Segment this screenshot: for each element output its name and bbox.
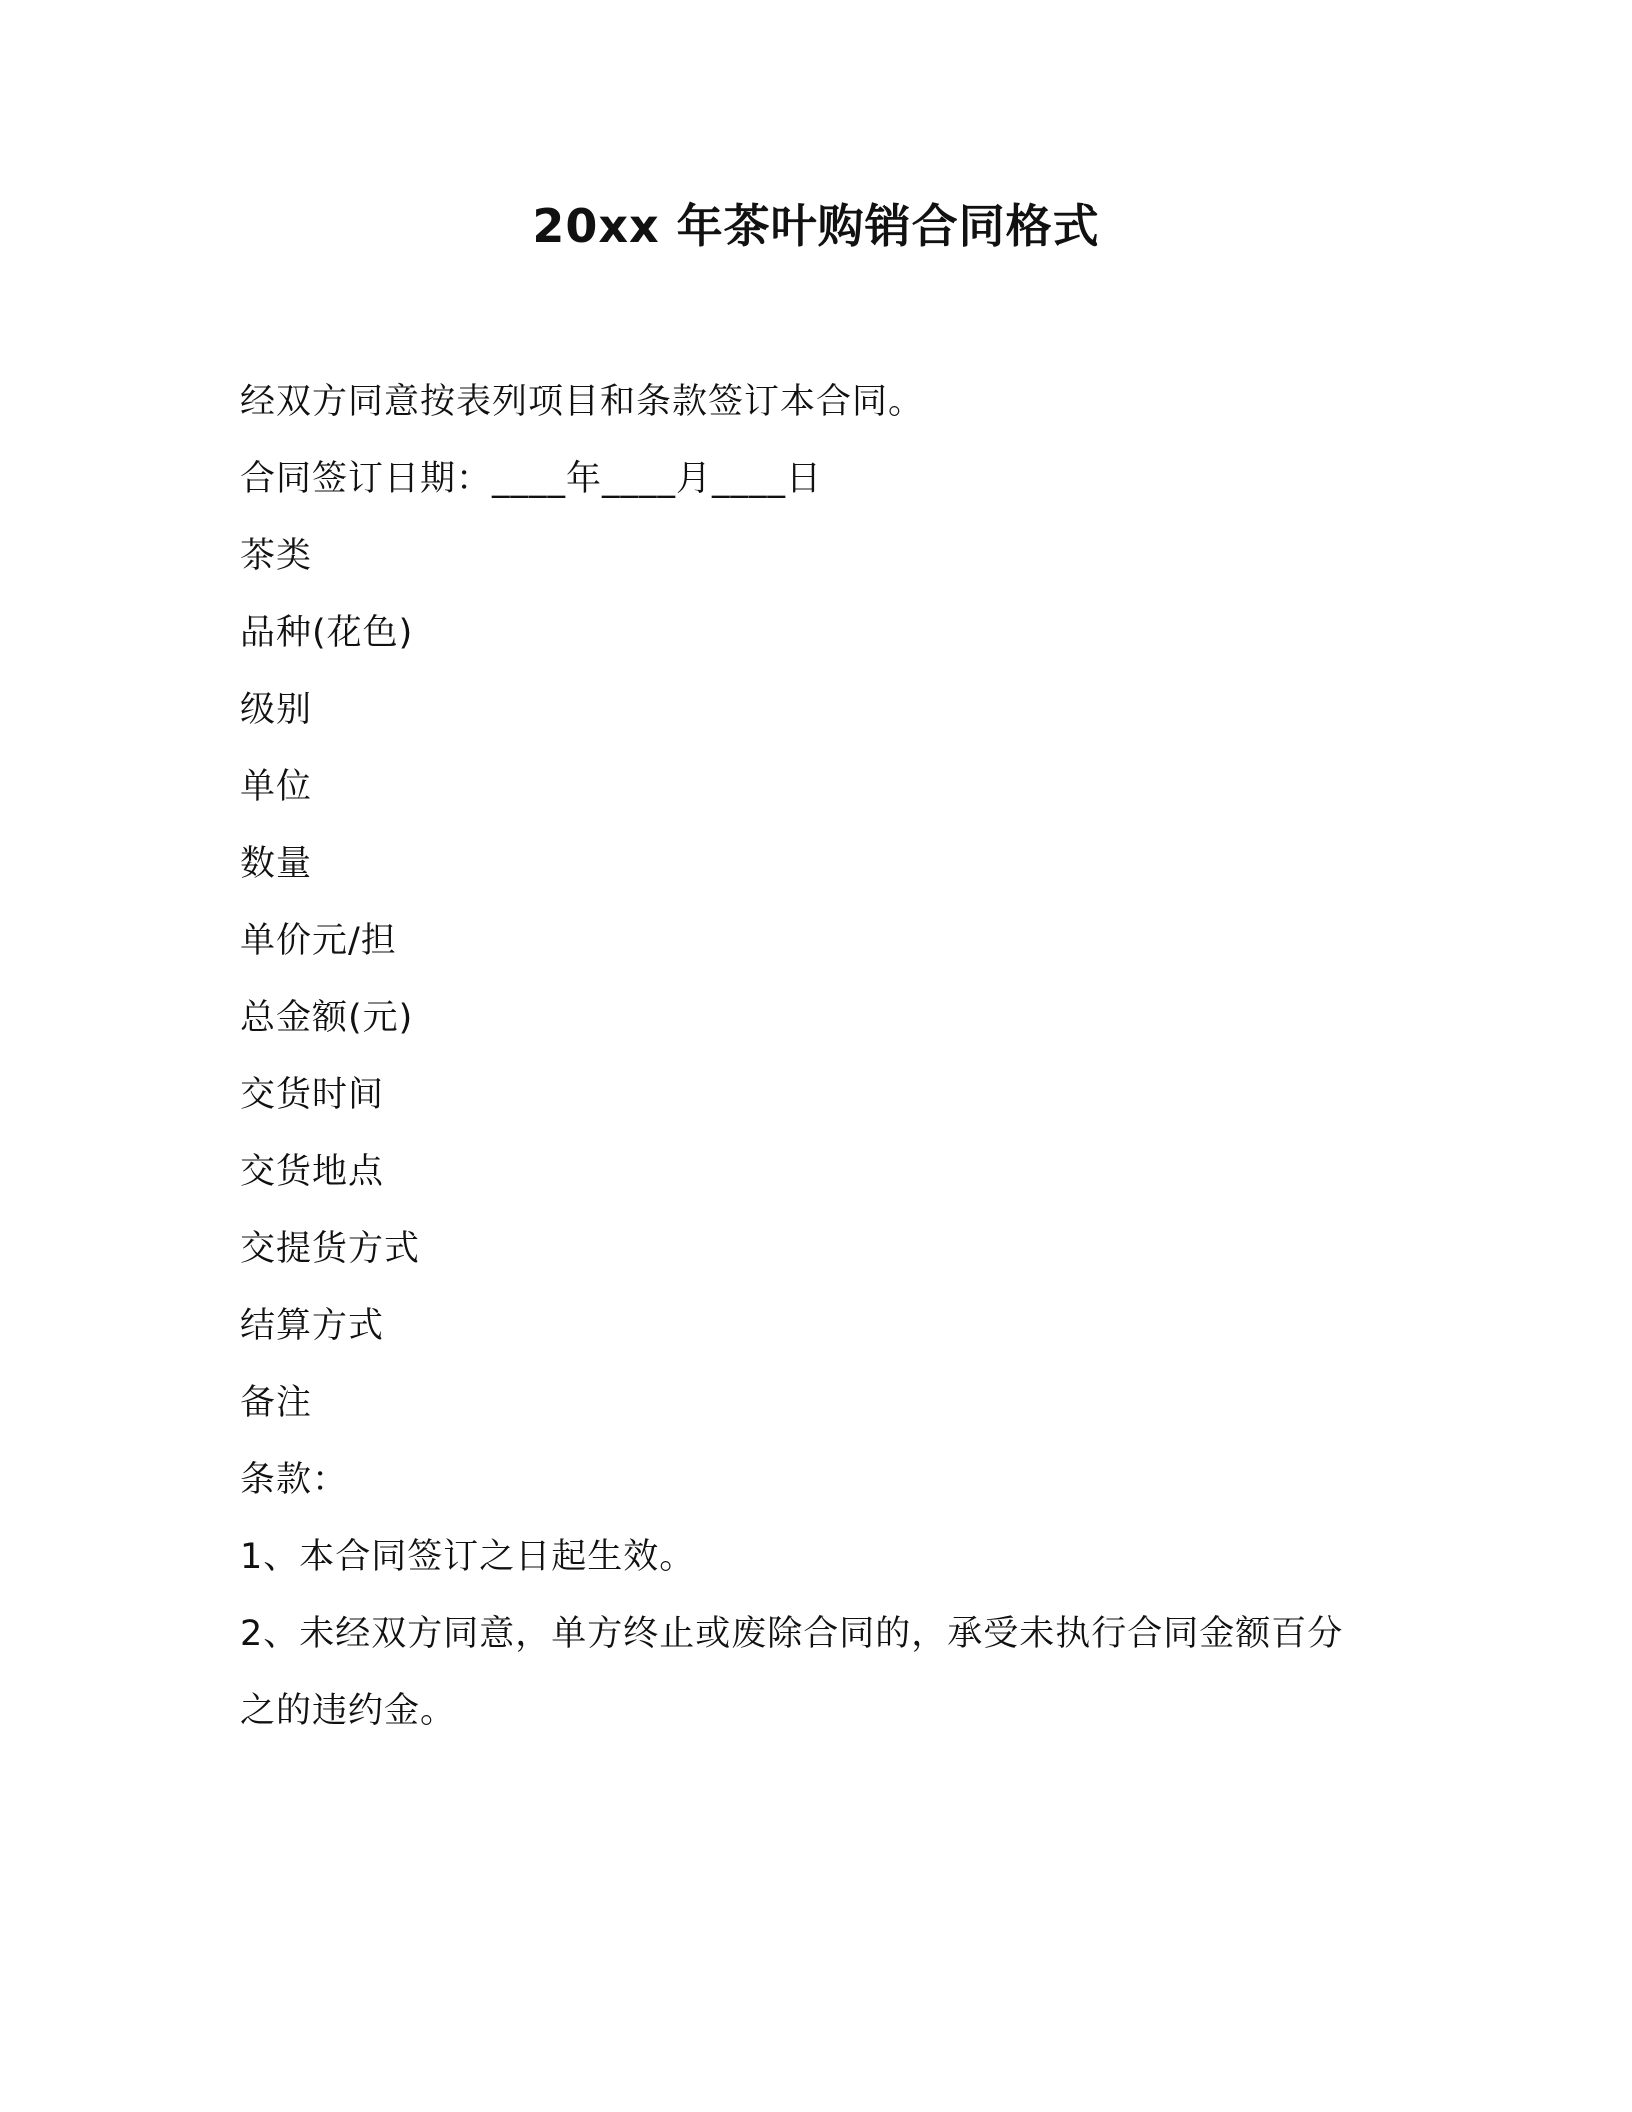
field-variety: 品种(花色)	[240, 613, 414, 653]
terms-heading: 条款：	[240, 1460, 349, 1500]
field-delivery-place: 交货地点	[240, 1152, 385, 1192]
field-unit: 单位	[240, 767, 313, 807]
sign-date-line: 合同签订日期：____年____月____日	[240, 459, 823, 499]
field-total-amount: 总金额(元)	[240, 998, 414, 1038]
term-2-line-1: 2、未经双方同意，单方终止或废除合同的，承受未执行合同金额百分	[240, 1614, 1344, 1654]
field-remarks: 备注	[240, 1383, 313, 1423]
field-delivery-method: 交提货方式	[240, 1229, 421, 1269]
document-body	[240, 364, 1390, 1750]
field-grade: 级别	[240, 690, 313, 730]
field-tea-type: 茶类	[240, 536, 313, 576]
intro-line: 经双方同意按表列项目和条款签订本合同。	[240, 382, 925, 422]
field-settlement-method: 结算方式	[240, 1306, 385, 1346]
term-1: 1、本合同签订之日起生效。	[240, 1537, 696, 1577]
field-delivery-time: 交货时间	[240, 1075, 385, 1115]
field-unit-price: 单价元/担	[240, 921, 397, 961]
term-2-line-2: 之的违约金。	[240, 1691, 457, 1731]
document-title: 20xx 年茶叶购销合同格式	[532, 199, 1100, 253]
field-quantity: 数量	[240, 844, 313, 884]
